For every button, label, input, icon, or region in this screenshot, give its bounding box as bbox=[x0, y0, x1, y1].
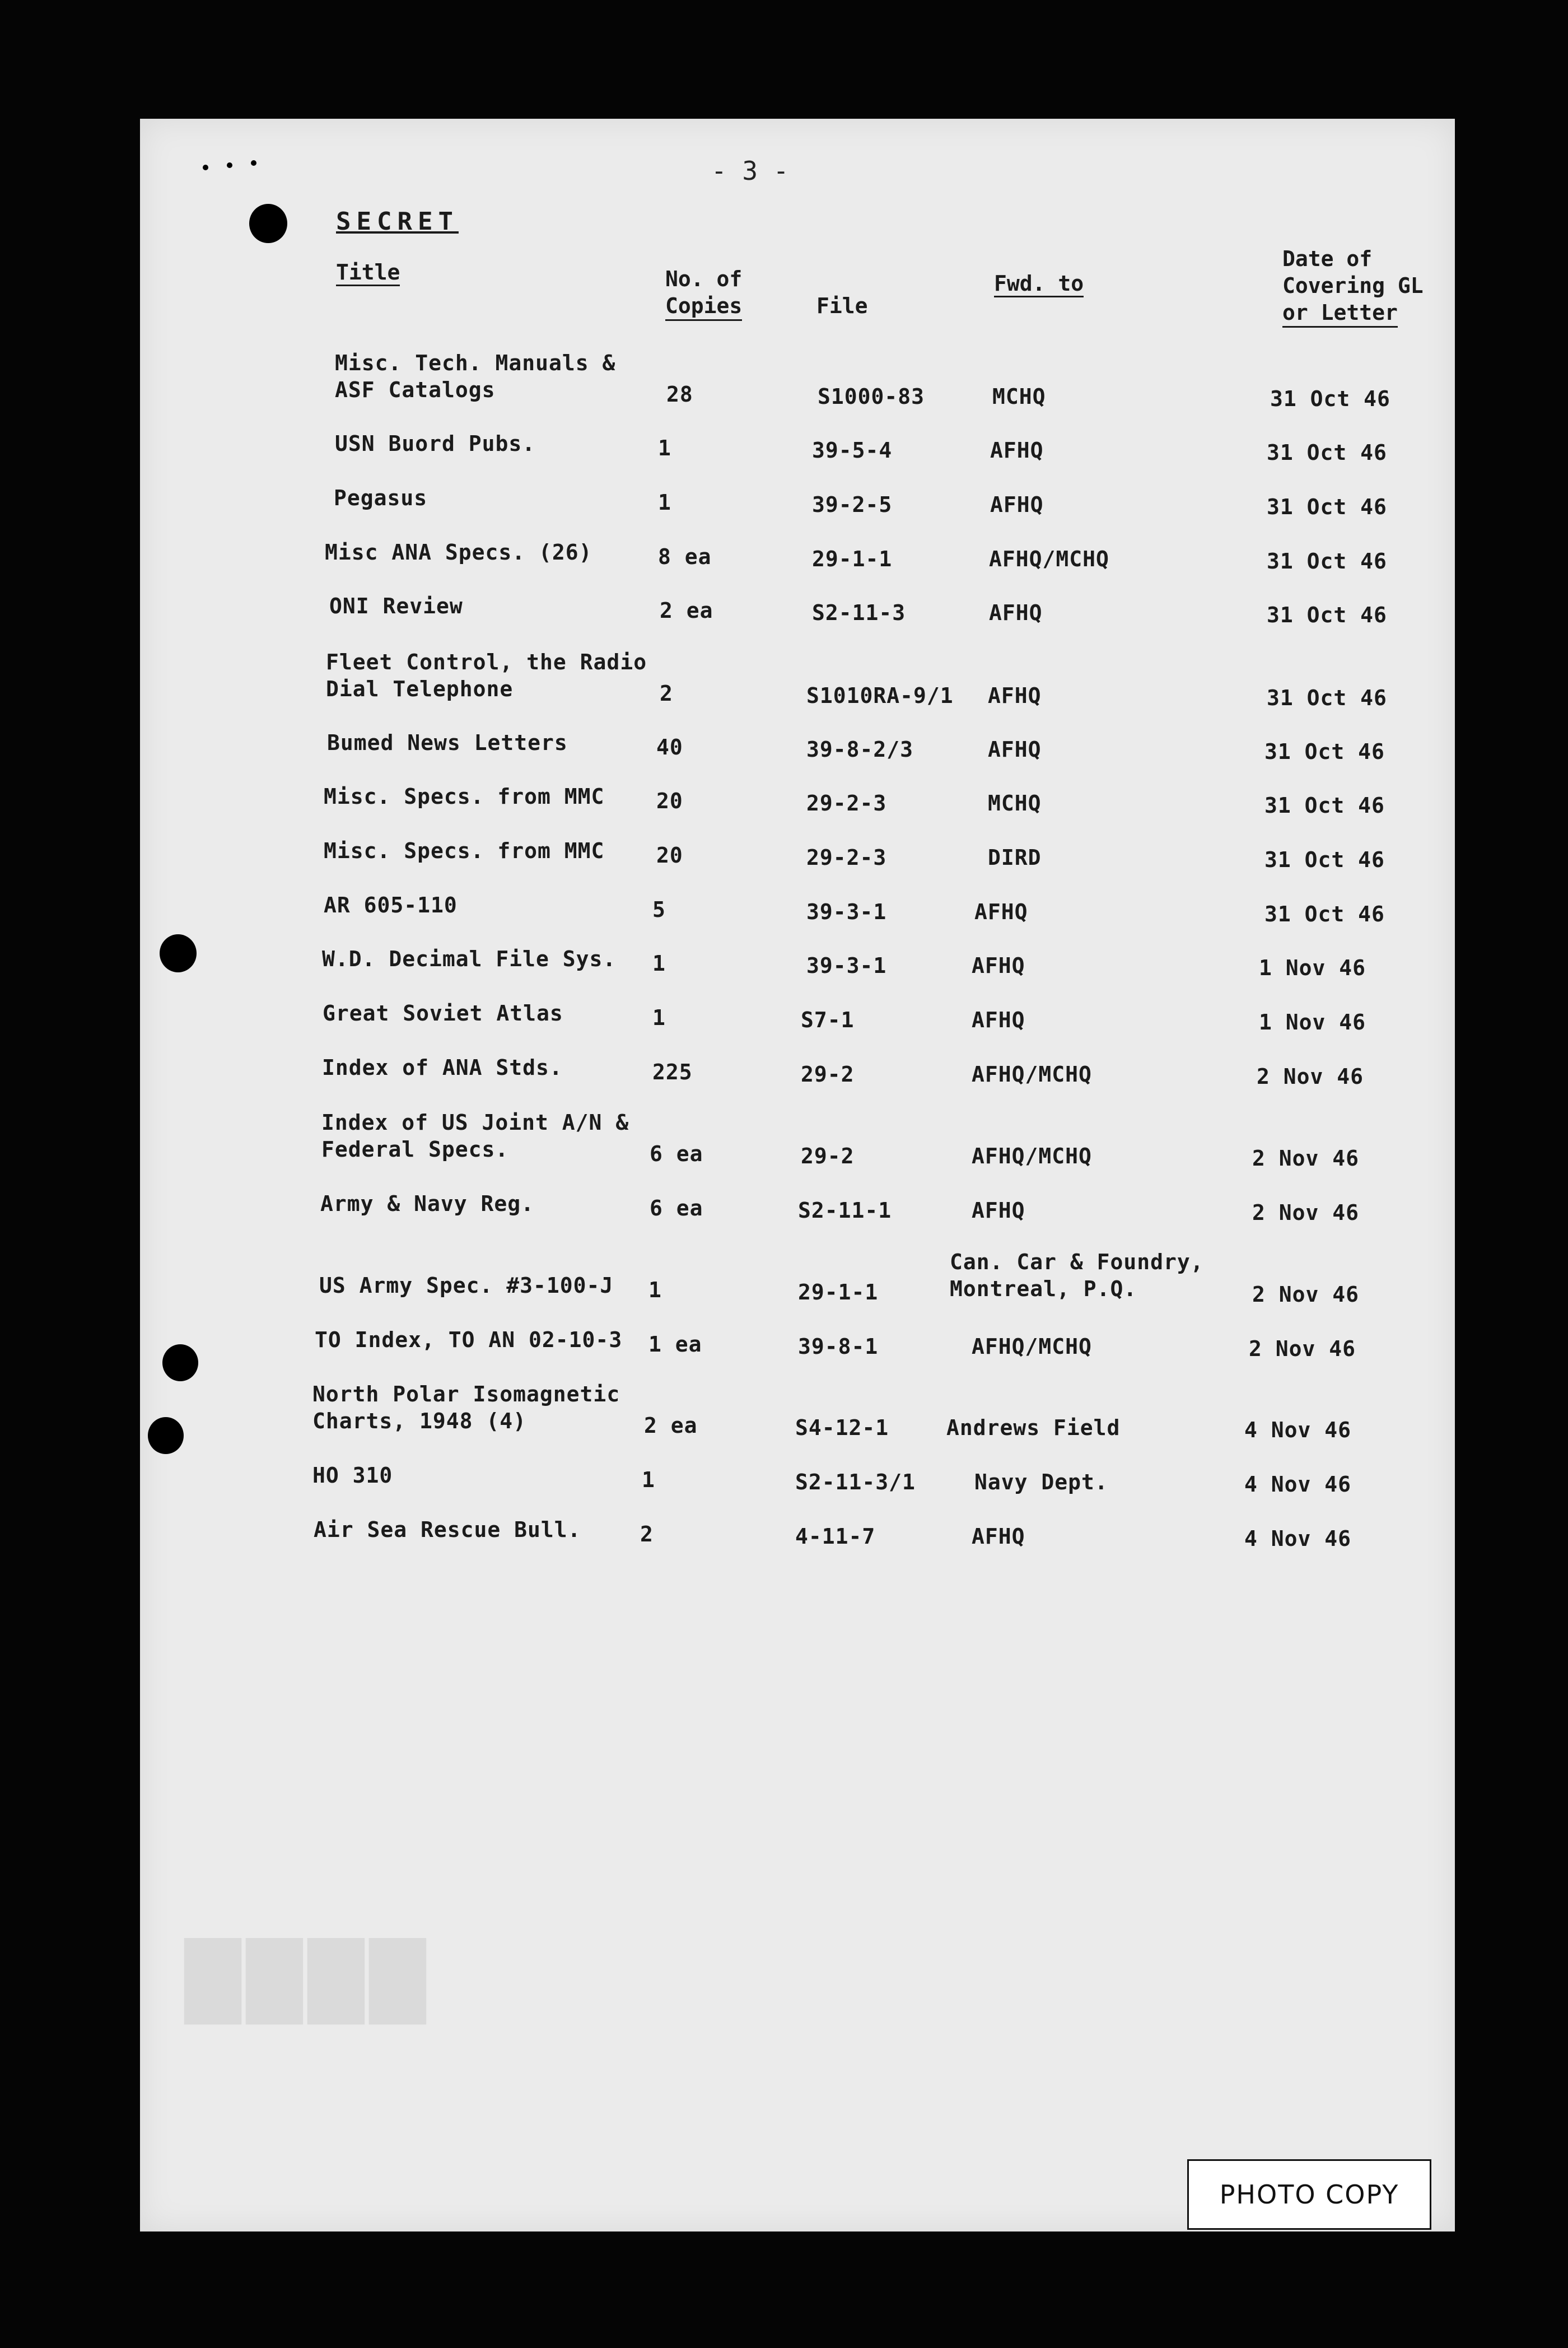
row-copies: 2 bbox=[640, 1522, 654, 1546]
row-title: W.D. Decimal File Sys. bbox=[322, 947, 617, 971]
row-copies: 1 bbox=[658, 436, 671, 460]
row-file: 29-2 bbox=[801, 1144, 855, 1168]
row-title: ONI Review bbox=[329, 594, 463, 618]
row-copies: 28 bbox=[666, 382, 693, 407]
row-forwarded-to: Can. Car & Foundry, bbox=[950, 1250, 1204, 1274]
header-date: Date of Covering GL or Letter bbox=[1282, 245, 1424, 328]
row-title: Dial Telephone bbox=[326, 677, 514, 701]
row-forwarded-to: AFHQ bbox=[972, 1008, 1025, 1032]
row-copies: 1 bbox=[658, 490, 671, 515]
row-date: 1 Nov 46 bbox=[1259, 1010, 1366, 1035]
row-file: 39-8-2/3 bbox=[806, 737, 914, 762]
row-copies: 1 bbox=[652, 951, 666, 976]
classification-marking: SECRET bbox=[336, 207, 459, 236]
row-copies: 20 bbox=[656, 843, 683, 868]
row-date: 31 Oct 46 bbox=[1270, 386, 1390, 411]
header-title: Title bbox=[336, 259, 400, 286]
row-copies: 8 ea bbox=[658, 544, 712, 569]
row-file: 39-3-1 bbox=[806, 900, 887, 924]
row-file: 29-2-3 bbox=[806, 791, 887, 816]
row-copies: 2 ea bbox=[660, 598, 713, 623]
row-title: Index of US Joint A/N & bbox=[321, 1110, 629, 1135]
row-title: US Army Spec. #3-100-J bbox=[319, 1273, 614, 1298]
row-date: 31 Oct 46 bbox=[1267, 440, 1387, 465]
row-forwarded-to: AFHQ bbox=[972, 953, 1025, 978]
row-title: Bumed News Letters bbox=[327, 730, 568, 755]
row-file: 39-2-5 bbox=[812, 492, 893, 517]
row-forwarded-to: Navy Dept. bbox=[974, 1470, 1108, 1494]
header-fwd: Fwd. to bbox=[994, 270, 1084, 297]
row-title: Pegasus bbox=[334, 486, 428, 510]
row-date: 31 Oct 46 bbox=[1267, 549, 1387, 574]
row-copies: 2 bbox=[660, 681, 673, 706]
row-title: Index of ANA Stds. bbox=[322, 1055, 563, 1080]
row-title: Fleet Control, the Radio bbox=[326, 650, 647, 674]
row-file: S1000-83 bbox=[818, 384, 925, 409]
row-title: HO 310 bbox=[312, 1463, 393, 1488]
row-date: 2 Nov 46 bbox=[1252, 1146, 1360, 1171]
row-title: Air Sea Rescue Bull. bbox=[314, 1517, 581, 1542]
row-copies: 2 ea bbox=[644, 1413, 698, 1438]
row-title: North Polar Isomagnetic bbox=[312, 1382, 620, 1406]
row-forwarded-to: AFHQ/MCHQ bbox=[972, 1334, 1092, 1359]
header-copies: No. of Copies bbox=[665, 265, 742, 321]
row-forwarded-to: AFHQ bbox=[974, 900, 1028, 924]
row-file: 39-5-4 bbox=[812, 438, 893, 463]
row-title: TO Index, TO AN 02-10-3 bbox=[315, 1327, 623, 1352]
row-title: Great Soviet Atlas bbox=[323, 1001, 563, 1026]
row-file: 29-2-3 bbox=[806, 845, 887, 870]
row-file: S2-11-3/1 bbox=[795, 1470, 916, 1494]
punch-hole bbox=[162, 1344, 198, 1381]
row-title: USN Buord Pubs. bbox=[335, 431, 536, 456]
row-file: S2-11-3 bbox=[812, 600, 906, 625]
row-date: 4 Nov 46 bbox=[1244, 1418, 1352, 1442]
row-copies: 20 bbox=[656, 789, 683, 813]
row-file: S4-12-1 bbox=[795, 1415, 889, 1440]
row-file: S1010RA-9/1 bbox=[806, 683, 954, 708]
dot-mark bbox=[251, 160, 256, 166]
row-date: 31 Oct 46 bbox=[1267, 495, 1387, 519]
row-file: S2-11-1 bbox=[798, 1198, 892, 1223]
row-forwarded-to: AFHQ bbox=[988, 737, 1042, 762]
row-file: 39-8-1 bbox=[798, 1334, 879, 1359]
row-date: 2 Nov 46 bbox=[1252, 1282, 1360, 1307]
row-forwarded-to: AFHQ bbox=[972, 1524, 1025, 1549]
row-file: 29-1-1 bbox=[812, 547, 893, 571]
row-copies: 6 ea bbox=[650, 1196, 703, 1220]
row-forwarded-to: AFHQ bbox=[989, 600, 1043, 625]
row-date: 2 Nov 46 bbox=[1249, 1336, 1356, 1361]
row-date: 31 Oct 46 bbox=[1267, 686, 1387, 710]
row-date: 4 Nov 46 bbox=[1244, 1526, 1352, 1551]
punch-hole bbox=[160, 934, 197, 972]
row-date: 31 Oct 46 bbox=[1264, 902, 1385, 926]
row-copies: 6 ea bbox=[650, 1142, 703, 1166]
row-date: 31 Oct 46 bbox=[1264, 847, 1385, 872]
row-forwarded-to: MCHQ bbox=[988, 791, 1042, 816]
row-forwarded-to: DIRD bbox=[988, 845, 1042, 870]
row-forwarded-to: AFHQ bbox=[990, 438, 1044, 463]
row-forwarded-to: AFHQ/MCHQ bbox=[989, 547, 1109, 571]
punch-hole bbox=[249, 204, 287, 243]
dot-mark bbox=[203, 165, 208, 170]
row-copies: 5 bbox=[652, 897, 666, 922]
row-forwarded-to: Andrews Field bbox=[946, 1415, 1121, 1440]
row-date: 2 Nov 46 bbox=[1257, 1064, 1364, 1089]
page-number: - 3 - bbox=[711, 156, 789, 186]
photo-copy-stamp: PHOTO COPY bbox=[1187, 2159, 1431, 2230]
row-copies: 225 bbox=[652, 1060, 693, 1084]
row-date: 2 Nov 46 bbox=[1252, 1200, 1360, 1225]
dot-mark bbox=[227, 162, 232, 168]
row-forwarded-to: AFHQ bbox=[988, 683, 1042, 708]
row-forwarded-to: AFHQ/MCHQ bbox=[972, 1062, 1092, 1087]
row-forwarded-to: AFHQ bbox=[990, 492, 1044, 517]
row-date: 4 Nov 46 bbox=[1244, 1472, 1352, 1497]
row-title: Charts, 1948 (4) bbox=[312, 1409, 527, 1433]
row-copies: 1 bbox=[642, 1467, 655, 1492]
row-copies: 1 bbox=[652, 1005, 666, 1030]
row-title: Misc. Specs. from MMC bbox=[324, 784, 605, 809]
row-date: 1 Nov 46 bbox=[1259, 956, 1366, 980]
row-file: S7-1 bbox=[801, 1008, 855, 1032]
row-title: Misc. Tech. Manuals & bbox=[335, 351, 616, 375]
bleedthrough-mark: ████ bbox=[185, 1938, 431, 2024]
header-file: File bbox=[816, 294, 868, 318]
row-title: Misc. Specs. from MMC bbox=[324, 838, 605, 863]
row-forwarded-to: AFHQ bbox=[972, 1198, 1025, 1223]
row-copies: 1 bbox=[648, 1278, 662, 1302]
row-file: 29-1-1 bbox=[798, 1280, 879, 1305]
row-title: AR 605-110 bbox=[324, 893, 458, 917]
row-copies: 1 ea bbox=[648, 1332, 702, 1357]
row-file: 4-11-7 bbox=[795, 1524, 876, 1549]
row-date: 31 Oct 46 bbox=[1264, 793, 1385, 818]
row-title: Misc ANA Specs. (26) bbox=[325, 540, 592, 565]
row-forwarded-to: AFHQ/MCHQ bbox=[972, 1144, 1092, 1168]
row-forwarded-to: MCHQ bbox=[992, 384, 1046, 409]
row-title: Army & Navy Reg. bbox=[320, 1191, 535, 1216]
punch-hole bbox=[148, 1417, 184, 1454]
row-title: ASF Catalogs bbox=[335, 378, 496, 402]
row-date: 31 Oct 46 bbox=[1267, 603, 1387, 627]
row-file: 39-3-1 bbox=[806, 953, 887, 978]
row-title: Federal Specs. bbox=[321, 1137, 509, 1162]
row-forwarded-to: Montreal, P.Q. bbox=[950, 1277, 1137, 1301]
row-date: 31 Oct 46 bbox=[1264, 739, 1385, 764]
row-copies: 40 bbox=[656, 735, 683, 760]
row-file: 29-2 bbox=[801, 1062, 855, 1087]
